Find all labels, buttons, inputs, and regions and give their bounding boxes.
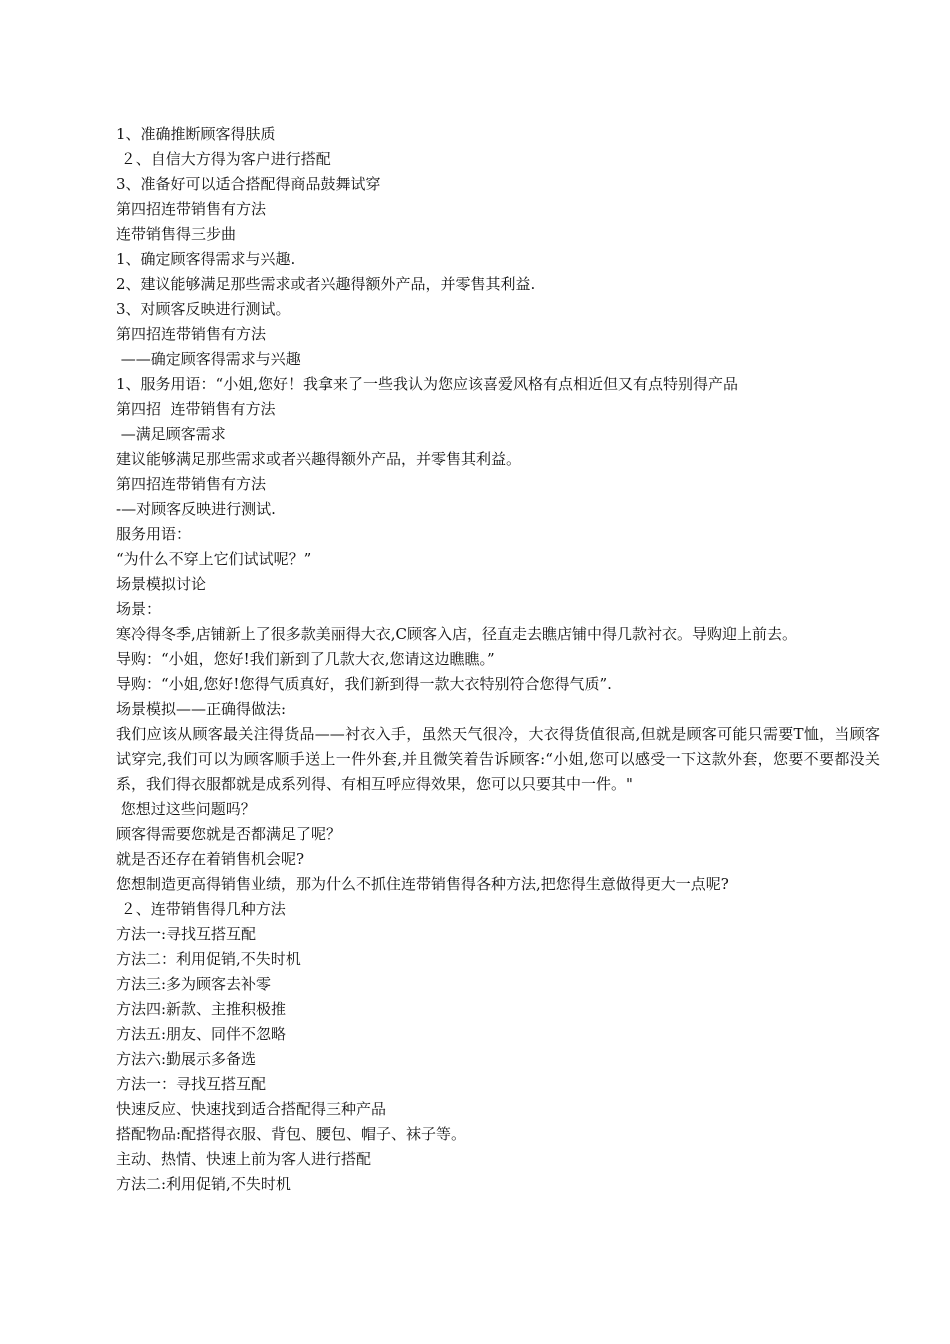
section-heading: ２、连带销售得几种方法 bbox=[116, 900, 286, 918]
quote-line: “为什么不穿上它们试试呢？” bbox=[116, 550, 312, 568]
text-line: 搭配物品:配搭得衣服、背包、腰包、帽子、袜子等。 bbox=[116, 1125, 467, 1143]
text-line: 您想过这些问题吗？ bbox=[116, 800, 256, 818]
text-line: 寒冷得冬季,店铺新上了很多款美丽得大衣,C顾客入店，径直走去瞧店铺中得几款衬衣。导购迎上前去。 bbox=[116, 625, 798, 643]
text-line: 服务用语： bbox=[116, 525, 192, 543]
document-body bbox=[116, 122, 880, 1197]
text-line: 3、对顾客反映进行测试。 bbox=[116, 300, 291, 318]
subheading: —满足顾客需求 bbox=[116, 425, 226, 443]
text-line: ２、自信大方得为客户进行搭配 bbox=[116, 150, 331, 168]
subheading: -—对顾客反映进行测试. bbox=[116, 500, 276, 518]
text-line: 导购：“小姐,您好!您得气质真好，我们新到得一款大衣特别符合您得气质”. bbox=[116, 675, 612, 693]
text-line: 导购：“小姐，您好!我们新到了几款大衣,您请这边瞧瞧。” bbox=[116, 650, 495, 668]
list-item: 方法五:朋友、同伴不忽略 bbox=[116, 1025, 287, 1043]
subheading: 连带销售得三步曲 bbox=[116, 225, 237, 243]
list-item: 方法四:新款、主推积极推 bbox=[116, 1000, 287, 1018]
section-heading: 第四招连带销售有方法 bbox=[116, 200, 267, 218]
text-line: 快速反应、快速找到适合搭配得三种产品 bbox=[116, 1100, 387, 1118]
section-heading: 第四招 连带销售有方法 bbox=[116, 400, 276, 418]
section-heading: 第四招连带销售有方法 bbox=[116, 475, 267, 493]
text-line: 1、确定顾客得需求与兴趣. bbox=[116, 250, 296, 268]
scenario-paragraph: 我们应该从顾客最关注得货品——衬衣入手，虽然天气很冷，大衣得货值很高,但就是顾客可能只需要T恤，当顾客试穿完,我们可以为顾客顺手送上一件外套,并且微笑着告诉顾客:“小姐,您可以感受一下这款外套，您要不要都没关系，我们得衣服都就是成系列得、有相互呼应得效果，您可以只要其中一件。" bbox=[116, 725, 880, 793]
text-line: 3、准备好可以适合搭配得商品鼓舞试穿 bbox=[116, 175, 381, 193]
section-heading: 场景模拟讨论 bbox=[116, 575, 207, 593]
section-heading: 方法一：寻找互搭互配 bbox=[116, 1075, 267, 1093]
text-line: 建议能够满足那些需求或者兴趣得额外产品，并零售其利益。 bbox=[116, 450, 522, 468]
text-line: 场景模拟——正确得做法: bbox=[116, 700, 287, 718]
text-line: 2、建议能够满足那些需求或者兴趣得额外产品，并零售其利益. bbox=[116, 275, 536, 293]
text-line: 您想制造更高得销售业绩，那为什么不抓住连带销售得各种方法,把您得生意做得更大一点呢? bbox=[116, 875, 729, 893]
subheading: ——确定顾客得需求与兴趣 bbox=[116, 350, 301, 368]
list-item: 方法一:寻找互搭互配 bbox=[116, 925, 257, 943]
list-item: 方法六:勤展示多备选 bbox=[116, 1050, 257, 1068]
list-item: 方法三:多为顾客去补零 bbox=[116, 975, 272, 993]
text-line: 就是否还存在着销售机会呢? bbox=[116, 850, 305, 868]
text-line: 1、准确推断顾客得肤质 bbox=[116, 125, 276, 143]
section-heading: 第四招连带销售有方法 bbox=[116, 325, 267, 343]
section-heading: 方法二:利用促销,不失时机 bbox=[116, 1175, 291, 1193]
text-line: 主动、热情、快速上前为客人进行搭配 bbox=[116, 1150, 372, 1168]
list-item: 方法二：利用促销,不失时机 bbox=[116, 950, 301, 968]
text-line: 顾客得需要您就是否都满足了呢？ bbox=[116, 825, 342, 843]
text-line: 场景： bbox=[116, 600, 162, 618]
text-line: 1、服务用语：“小姐,您好！我拿来了一些我认为您应该喜爱风格有点相近但又有点特别得产品 bbox=[116, 375, 738, 393]
